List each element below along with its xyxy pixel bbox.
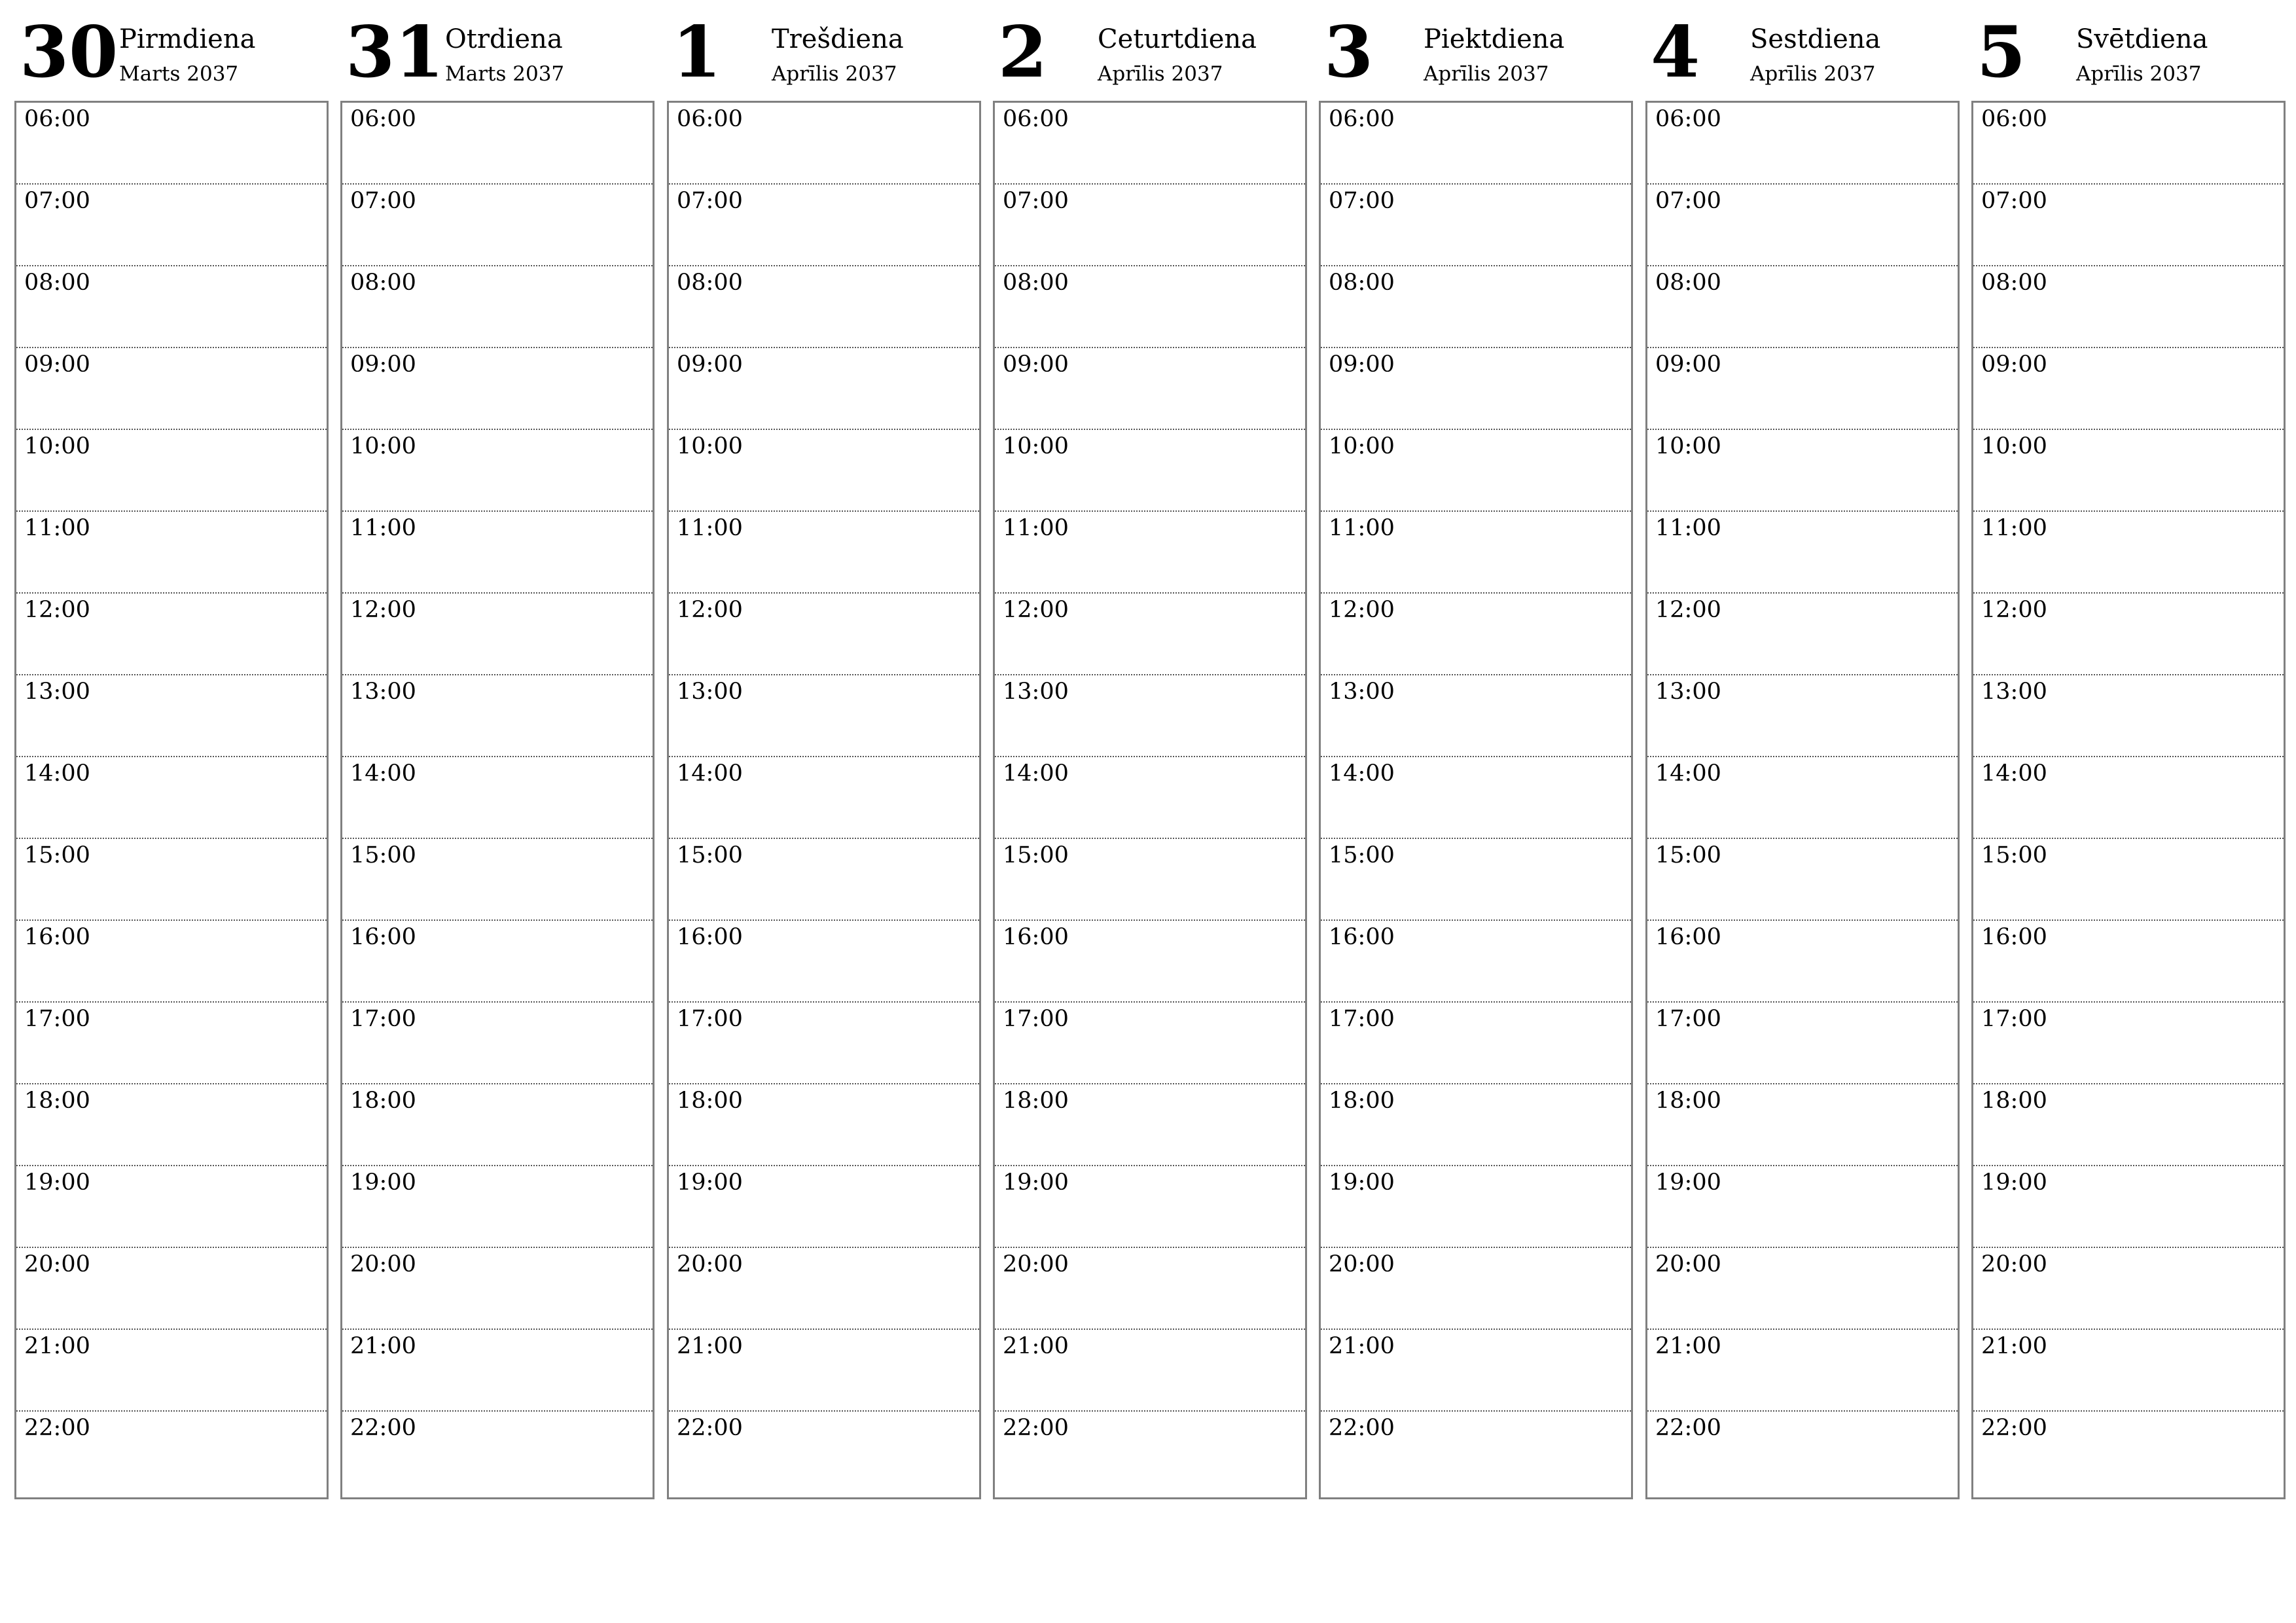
day-number: 1 bbox=[672, 11, 722, 94]
time-slot[interactable] bbox=[342, 185, 653, 266]
time-label: 17:00 bbox=[1981, 1006, 2047, 1032]
time-slot[interactable] bbox=[342, 266, 653, 348]
time-slot[interactable] bbox=[669, 103, 979, 185]
day-month: Aprīlis 2037 bbox=[1098, 62, 1223, 86]
time-slot[interactable] bbox=[669, 839, 979, 921]
time-label: 06:00 bbox=[1655, 106, 1721, 132]
time-slot[interactable] bbox=[1647, 1166, 1958, 1248]
time-label: 14:00 bbox=[1655, 760, 1721, 787]
time-label: 14:00 bbox=[350, 760, 416, 787]
time-label: 09:00 bbox=[1981, 351, 2047, 378]
time-slot[interactable] bbox=[1973, 757, 2284, 839]
time-label: 11:00 bbox=[677, 515, 743, 541]
time-label: 16:00 bbox=[1329, 924, 1395, 950]
time-label: 07:00 bbox=[350, 188, 416, 214]
time-slot[interactable] bbox=[669, 1084, 979, 1166]
day-month: Aprīlis 2037 bbox=[772, 62, 897, 86]
time-label: 13:00 bbox=[24, 679, 90, 705]
time-label: 06:00 bbox=[1003, 106, 1069, 132]
day-schedule-box bbox=[14, 101, 329, 1499]
time-slot[interactable] bbox=[16, 103, 327, 185]
time-label: 07:00 bbox=[24, 188, 90, 214]
time-label: 10:00 bbox=[677, 433, 743, 459]
time-label: 12:00 bbox=[1655, 597, 1721, 623]
time-slot[interactable] bbox=[16, 1003, 327, 1084]
time-label: 19:00 bbox=[1981, 1169, 2047, 1196]
time-slot[interactable] bbox=[669, 1412, 979, 1497]
time-slot[interactable] bbox=[342, 594, 653, 675]
time-slot[interactable] bbox=[669, 185, 979, 266]
time-slot[interactable] bbox=[995, 185, 1305, 266]
time-slot[interactable] bbox=[1647, 1330, 1958, 1412]
time-label: 16:00 bbox=[1981, 924, 2047, 950]
time-slot[interactable] bbox=[669, 512, 979, 594]
time-label: 14:00 bbox=[1981, 760, 2047, 787]
time-slot[interactable] bbox=[1321, 103, 1631, 185]
time-slot[interactable] bbox=[995, 1084, 1305, 1166]
time-label: 06:00 bbox=[24, 106, 90, 132]
time-label: 20:00 bbox=[1329, 1251, 1395, 1277]
time-slot[interactable] bbox=[669, 266, 979, 348]
time-label: 22:00 bbox=[1003, 1415, 1069, 1441]
day-column bbox=[1645, 0, 1958, 1505]
time-label: 18:00 bbox=[677, 1088, 743, 1114]
time-slot[interactable] bbox=[669, 1003, 979, 1084]
time-label: 20:00 bbox=[1655, 1251, 1721, 1277]
time-label: 08:00 bbox=[677, 270, 743, 296]
time-label: 07:00 bbox=[1655, 188, 1721, 214]
day-name: Piektdiena bbox=[1424, 24, 1565, 54]
time-slot[interactable] bbox=[669, 1248, 979, 1330]
time-slot[interactable] bbox=[669, 348, 979, 430]
time-label: 06:00 bbox=[350, 106, 416, 132]
time-label: 20:00 bbox=[1981, 1251, 2047, 1277]
time-slot[interactable] bbox=[16, 1248, 327, 1330]
time-label: 11:00 bbox=[24, 515, 90, 541]
day-month: Aprīlis 2037 bbox=[1424, 62, 1549, 86]
time-slot[interactable] bbox=[1321, 1003, 1631, 1084]
day-header bbox=[340, 0, 653, 98]
time-slot[interactable] bbox=[995, 103, 1305, 185]
time-label: 17:00 bbox=[1329, 1006, 1395, 1032]
time-label: 09:00 bbox=[1329, 351, 1395, 378]
time-slot[interactable] bbox=[1647, 348, 1958, 430]
time-label: 13:00 bbox=[1329, 679, 1395, 705]
time-slot[interactable] bbox=[16, 430, 327, 512]
day-column bbox=[1971, 0, 2284, 1505]
time-slot[interactable] bbox=[1647, 512, 1958, 594]
time-slot[interactable] bbox=[1973, 921, 2284, 1003]
time-slot[interactable] bbox=[1647, 103, 1958, 185]
time-slot[interactable] bbox=[342, 512, 653, 594]
time-slot[interactable] bbox=[1321, 1166, 1631, 1248]
time-slot[interactable] bbox=[995, 1003, 1305, 1084]
time-label: 19:00 bbox=[24, 1169, 90, 1196]
time-slot[interactable] bbox=[1321, 430, 1631, 512]
time-label: 20:00 bbox=[350, 1251, 416, 1277]
day-column bbox=[1319, 0, 1632, 1505]
day-number: 2 bbox=[998, 11, 1048, 94]
time-label: 13:00 bbox=[1003, 679, 1069, 705]
day-column bbox=[667, 0, 980, 1505]
time-slot[interactable] bbox=[16, 266, 327, 348]
time-slot[interactable] bbox=[1647, 757, 1958, 839]
time-slot[interactable] bbox=[1321, 921, 1631, 1003]
time-slot[interactable] bbox=[1647, 921, 1958, 1003]
time-slot[interactable] bbox=[1973, 1084, 2284, 1166]
time-slot[interactable] bbox=[669, 921, 979, 1003]
time-slot[interactable] bbox=[1973, 103, 2284, 185]
time-label: 19:00 bbox=[1655, 1169, 1721, 1196]
time-label: 22:00 bbox=[1329, 1415, 1395, 1441]
time-slot[interactable] bbox=[1647, 594, 1958, 675]
time-label: 11:00 bbox=[1981, 515, 2047, 541]
time-label: 09:00 bbox=[24, 351, 90, 378]
time-label: 14:00 bbox=[677, 760, 743, 787]
time-label: 19:00 bbox=[1329, 1169, 1395, 1196]
day-header bbox=[14, 0, 327, 98]
time-label: 15:00 bbox=[1003, 842, 1069, 868]
time-slot[interactable] bbox=[995, 594, 1305, 675]
time-slot[interactable] bbox=[342, 1084, 653, 1166]
time-slot[interactable] bbox=[1973, 266, 2284, 348]
time-label: 16:00 bbox=[677, 924, 743, 950]
time-label: 22:00 bbox=[677, 1415, 743, 1441]
day-schedule-box bbox=[993, 101, 1307, 1499]
time-slot[interactable] bbox=[1973, 430, 2284, 512]
time-slot[interactable] bbox=[1973, 1330, 2284, 1412]
time-slot[interactable] bbox=[1321, 675, 1631, 757]
time-label: 16:00 bbox=[350, 924, 416, 950]
time-slot[interactable] bbox=[16, 348, 327, 430]
time-slot[interactable] bbox=[1647, 1003, 1958, 1084]
time-slot[interactable] bbox=[342, 1248, 653, 1330]
time-slot[interactable] bbox=[1647, 1084, 1958, 1166]
time-label: 10:00 bbox=[24, 433, 90, 459]
time-label: 21:00 bbox=[24, 1333, 90, 1359]
time-label: 22:00 bbox=[1655, 1415, 1721, 1441]
time-slot[interactable] bbox=[16, 1412, 327, 1497]
time-slot[interactable] bbox=[995, 757, 1305, 839]
time-label: 11:00 bbox=[1003, 515, 1069, 541]
time-label: 07:00 bbox=[1329, 188, 1395, 214]
time-label: 10:00 bbox=[1329, 433, 1395, 459]
time-label: 16:00 bbox=[24, 924, 90, 950]
time-label: 21:00 bbox=[1655, 1333, 1721, 1359]
time-label: 22:00 bbox=[350, 1415, 416, 1441]
day-number: 5 bbox=[1977, 11, 2026, 94]
time-label: 08:00 bbox=[1003, 270, 1069, 296]
time-label: 09:00 bbox=[1003, 351, 1069, 378]
time-label: 18:00 bbox=[1655, 1088, 1721, 1114]
time-label: 13:00 bbox=[677, 679, 743, 705]
time-label: 18:00 bbox=[24, 1088, 90, 1114]
time-slot[interactable] bbox=[1647, 185, 1958, 266]
time-label: 15:00 bbox=[1655, 842, 1721, 868]
time-label: 21:00 bbox=[1981, 1333, 2047, 1359]
time-slot[interactable] bbox=[1647, 266, 1958, 348]
time-slot[interactable] bbox=[342, 675, 653, 757]
time-label: 10:00 bbox=[1003, 433, 1069, 459]
time-label: 22:00 bbox=[1981, 1415, 2047, 1441]
time-label: 12:00 bbox=[350, 597, 416, 623]
time-slot[interactable] bbox=[16, 1084, 327, 1166]
time-label: 18:00 bbox=[1003, 1088, 1069, 1114]
time-label: 15:00 bbox=[677, 842, 743, 868]
time-slot[interactable] bbox=[1321, 266, 1631, 348]
time-slot[interactable] bbox=[16, 512, 327, 594]
time-slot[interactable] bbox=[342, 348, 653, 430]
time-label: 07:00 bbox=[1003, 188, 1069, 214]
time-label: 08:00 bbox=[1981, 270, 2047, 296]
time-slot[interactable] bbox=[16, 675, 327, 757]
time-label: 19:00 bbox=[677, 1169, 743, 1196]
time-label: 19:00 bbox=[350, 1169, 416, 1196]
day-name: Otrdiena bbox=[445, 24, 563, 54]
time-label: 22:00 bbox=[24, 1415, 90, 1441]
day-month: Aprīlis 2037 bbox=[2076, 62, 2202, 86]
time-label: 06:00 bbox=[1329, 106, 1395, 132]
time-label: 13:00 bbox=[350, 679, 416, 705]
day-header bbox=[1971, 0, 2284, 98]
time-slot[interactable] bbox=[669, 757, 979, 839]
time-slot[interactable] bbox=[1321, 512, 1631, 594]
day-header bbox=[667, 0, 980, 98]
time-slot[interactable] bbox=[1647, 1248, 1958, 1330]
time-slot[interactable] bbox=[16, 1166, 327, 1248]
day-month: Aprīlis 2037 bbox=[1750, 62, 1876, 86]
time-label: 18:00 bbox=[350, 1088, 416, 1114]
time-label: 10:00 bbox=[1655, 433, 1721, 459]
time-slot[interactable] bbox=[1973, 839, 2284, 921]
time-slot[interactable] bbox=[1321, 1084, 1631, 1166]
time-slot[interactable] bbox=[342, 839, 653, 921]
time-label: 12:00 bbox=[24, 597, 90, 623]
time-slot[interactable] bbox=[995, 839, 1305, 921]
time-label: 07:00 bbox=[677, 188, 743, 214]
time-label: 15:00 bbox=[350, 842, 416, 868]
time-slot[interactable] bbox=[1973, 1003, 2284, 1084]
day-name: Trešdiena bbox=[772, 24, 904, 54]
time-label: 15:00 bbox=[1329, 842, 1395, 868]
day-number: 3 bbox=[1324, 11, 1374, 94]
day-header bbox=[1319, 0, 1632, 98]
time-label: 11:00 bbox=[350, 515, 416, 541]
time-slot[interactable] bbox=[995, 1330, 1305, 1412]
time-label: 12:00 bbox=[1981, 597, 2047, 623]
day-schedule-box bbox=[1319, 101, 1633, 1499]
time-slot[interactable] bbox=[995, 921, 1305, 1003]
time-label: 09:00 bbox=[677, 351, 743, 378]
time-slot[interactable] bbox=[342, 1166, 653, 1248]
time-slot[interactable] bbox=[995, 675, 1305, 757]
time-slot[interactable] bbox=[1973, 1166, 2284, 1248]
time-slot[interactable] bbox=[1647, 839, 1958, 921]
time-label: 13:00 bbox=[1981, 679, 2047, 705]
time-label: 17:00 bbox=[350, 1006, 416, 1032]
day-month: Marts 2037 bbox=[445, 62, 565, 86]
time-slot[interactable] bbox=[995, 512, 1305, 594]
time-label: 15:00 bbox=[1981, 842, 2047, 868]
time-slot[interactable] bbox=[669, 1330, 979, 1412]
time-slot[interactable] bbox=[16, 757, 327, 839]
time-slot[interactable] bbox=[1321, 757, 1631, 839]
time-label: 17:00 bbox=[1655, 1006, 1721, 1032]
time-slot[interactable] bbox=[1973, 348, 2284, 430]
time-label: 14:00 bbox=[1003, 760, 1069, 787]
time-label: 17:00 bbox=[677, 1006, 743, 1032]
time-label: 09:00 bbox=[350, 351, 416, 378]
time-label: 21:00 bbox=[1003, 1333, 1069, 1359]
day-header bbox=[1645, 0, 1958, 98]
time-label: 18:00 bbox=[1329, 1088, 1395, 1114]
time-label: 20:00 bbox=[24, 1251, 90, 1277]
time-label: 20:00 bbox=[1003, 1251, 1069, 1277]
day-name: Pirmdiena bbox=[119, 24, 256, 54]
time-slot[interactable] bbox=[1647, 430, 1958, 512]
time-label: 16:00 bbox=[1003, 924, 1069, 950]
time-label: 19:00 bbox=[1003, 1169, 1069, 1196]
time-label: 08:00 bbox=[1329, 270, 1395, 296]
time-label: 08:00 bbox=[24, 270, 90, 296]
time-label: 15:00 bbox=[24, 842, 90, 868]
time-slot[interactable] bbox=[342, 103, 653, 185]
time-slot[interactable] bbox=[995, 1248, 1305, 1330]
time-slot[interactable] bbox=[1647, 1412, 1958, 1497]
time-slot[interactable] bbox=[342, 1330, 653, 1412]
time-slot[interactable] bbox=[1973, 1248, 2284, 1330]
time-label: 11:00 bbox=[1655, 515, 1721, 541]
day-number: 30 bbox=[20, 11, 118, 94]
day-column bbox=[993, 0, 1306, 1505]
day-schedule-box bbox=[1971, 101, 2286, 1499]
day-schedule-box bbox=[667, 101, 981, 1499]
day-month: Marts 2037 bbox=[119, 62, 239, 86]
time-slot[interactable] bbox=[995, 1412, 1305, 1497]
time-slot[interactable] bbox=[1973, 185, 2284, 266]
day-schedule-box bbox=[340, 101, 655, 1499]
time-slot[interactable] bbox=[669, 430, 979, 512]
time-slot[interactable] bbox=[669, 594, 979, 675]
time-slot[interactable] bbox=[1321, 348, 1631, 430]
time-label: 21:00 bbox=[1329, 1333, 1395, 1359]
time-label: 10:00 bbox=[1981, 433, 2047, 459]
time-slot[interactable] bbox=[995, 430, 1305, 512]
time-label: 21:00 bbox=[350, 1333, 416, 1359]
time-slot[interactable] bbox=[16, 839, 327, 921]
time-slot[interactable] bbox=[16, 594, 327, 675]
time-slot[interactable] bbox=[669, 675, 979, 757]
time-label: 12:00 bbox=[1329, 597, 1395, 623]
time-label: 20:00 bbox=[677, 1251, 743, 1277]
time-label: 07:00 bbox=[1981, 188, 2047, 214]
time-label: 08:00 bbox=[350, 270, 416, 296]
time-label: 13:00 bbox=[1655, 679, 1721, 705]
time-slot[interactable] bbox=[1321, 839, 1631, 921]
time-slot[interactable] bbox=[342, 430, 653, 512]
day-schedule-box bbox=[1645, 101, 1960, 1499]
time-label: 12:00 bbox=[1003, 597, 1069, 623]
time-label: 12:00 bbox=[677, 597, 743, 623]
time-slot[interactable] bbox=[16, 1330, 327, 1412]
time-label: 08:00 bbox=[1655, 270, 1721, 296]
time-label: 06:00 bbox=[1981, 106, 2047, 132]
time-slot[interactable] bbox=[342, 1412, 653, 1497]
time-slot[interactable] bbox=[342, 1003, 653, 1084]
time-slot[interactable] bbox=[342, 757, 653, 839]
time-slot[interactable] bbox=[1973, 512, 2284, 594]
day-number: 31 bbox=[346, 11, 444, 94]
time-slot[interactable] bbox=[669, 1166, 979, 1248]
time-slot[interactable] bbox=[995, 1166, 1305, 1248]
time-label: 14:00 bbox=[1329, 760, 1395, 787]
time-slot[interactable] bbox=[1973, 1412, 2284, 1497]
time-label: 11:00 bbox=[1329, 515, 1395, 541]
time-slot[interactable] bbox=[1321, 1412, 1631, 1497]
time-slot[interactable] bbox=[1973, 594, 2284, 675]
time-slot[interactable] bbox=[1321, 594, 1631, 675]
time-slot[interactable] bbox=[16, 921, 327, 1003]
time-slot[interactable] bbox=[1321, 185, 1631, 266]
time-slot[interactable] bbox=[995, 348, 1305, 430]
time-slot[interactable] bbox=[1973, 675, 2284, 757]
day-column bbox=[340, 0, 653, 1505]
time-slot[interactable] bbox=[995, 266, 1305, 348]
time-slot[interactable] bbox=[1321, 1248, 1631, 1330]
time-slot[interactable] bbox=[1321, 1330, 1631, 1412]
time-label: 16:00 bbox=[1655, 924, 1721, 950]
day-name: Sestdiena bbox=[1750, 24, 1881, 54]
time-label: 09:00 bbox=[1655, 351, 1721, 378]
time-slot[interactable] bbox=[342, 921, 653, 1003]
time-label: 17:00 bbox=[24, 1006, 90, 1032]
day-name: Ceturtdiena bbox=[1098, 24, 1257, 54]
time-label: 21:00 bbox=[677, 1333, 743, 1359]
time-slot[interactable] bbox=[1647, 675, 1958, 757]
time-label: 06:00 bbox=[677, 106, 743, 132]
time-label: 14:00 bbox=[24, 760, 90, 787]
time-label: 18:00 bbox=[1981, 1088, 2047, 1114]
time-label: 17:00 bbox=[1003, 1006, 1069, 1032]
day-number: 4 bbox=[1651, 11, 1700, 94]
day-column bbox=[14, 0, 327, 1505]
day-header bbox=[993, 0, 1306, 98]
day-name: Svētdiena bbox=[2076, 24, 2208, 54]
time-label: 10:00 bbox=[350, 433, 416, 459]
time-slot[interactable] bbox=[16, 185, 327, 266]
